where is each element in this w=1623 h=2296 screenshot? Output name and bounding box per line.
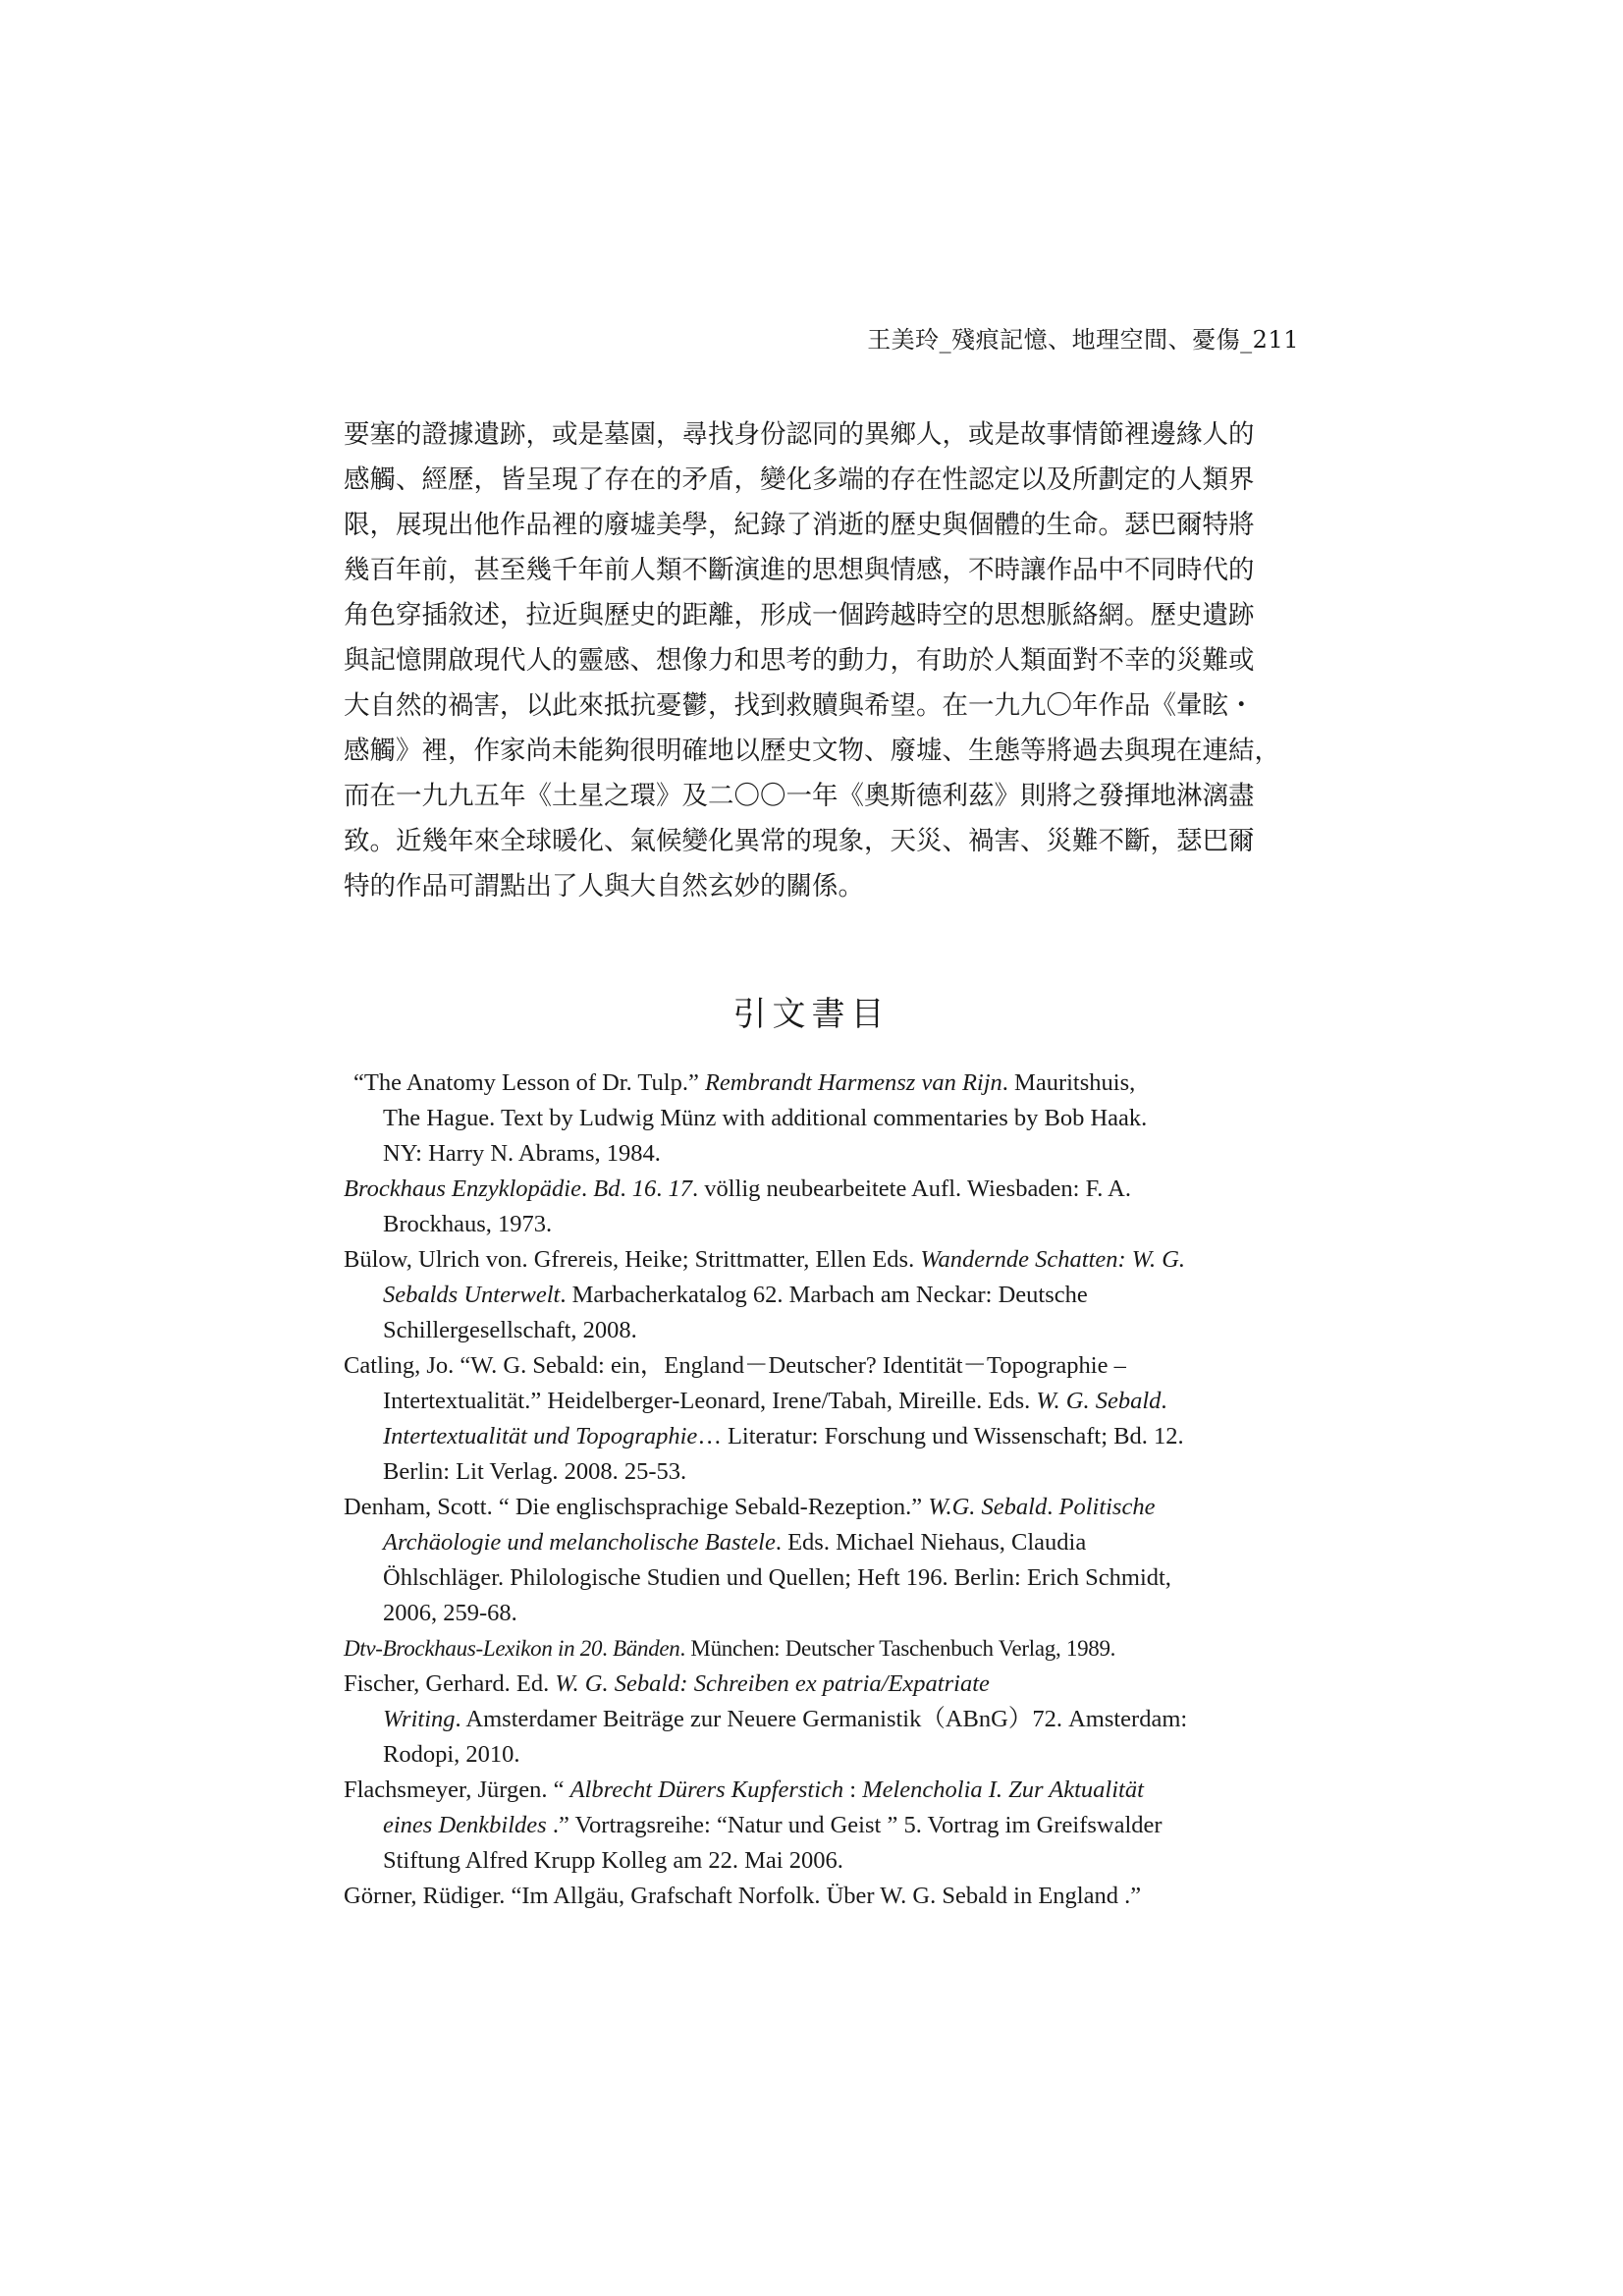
- reference-entry: [344, 1631, 1325, 1667]
- reference-line: The Hague. Text by Ludwig Münz with additional commentaries by Bob Haak.: [383, 1105, 1148, 1131]
- reference-line: eines Denkbildes .” Vortragsreihe: “Natur und Geist ” 5. Vortrag im Greifswalder: [383, 1812, 1163, 1838]
- reference-line: Fischer, Gerhard. Ed. W. G. Sebald: Schreiben ex patria/Expatriate: [344, 1670, 990, 1697]
- body-line: 感觸、經歷，皆呈現了存在的矛盾，變化多端的存在性認定以及所劃定的人類界: [344, 465, 1255, 495]
- body-line: 而在一九九五年《土星之環》及二〇〇一年《奧斯德利茲》則將之發揮地淋漓盡: [344, 781, 1255, 811]
- reference-line: Bülow, Ulrich von. Gfrereis, Heike; Strittmatter, Ellen Eds. Wandernde Schatten: W. G.: [344, 1246, 1186, 1273]
- body-line: 特的作品可謂點出了人與大自然玄妙的關係。: [344, 871, 864, 902]
- reference-line: Brockhaus Enzyklopädie. Bd. 16. 17. völlig neubearbeitete Aufl. Wiesbaden: F. A.: [344, 1175, 1131, 1202]
- reference-line: 2006, 259-68.: [383, 1600, 517, 1626]
- reference-entry: [344, 1172, 1325, 1242]
- reference-entry: [344, 1667, 1325, 1773]
- body-line: 感觸》裡，作家尚未能夠很明確地以歷史文物、廢墟、生態等將過去與現在連結，: [344, 736, 1280, 766]
- reference-line: Flachsmeyer, Jürgen. “ Albrecht Dürers Kupferstich : Melencholia I. Zur Aktualität: [344, 1777, 1144, 1803]
- reference-line: Schillergesellschaft, 2008.: [383, 1317, 637, 1343]
- reference-entry: [344, 1348, 1325, 1490]
- section-title: 引文書目: [732, 995, 891, 1034]
- reference-line: Archäologie und melancholische Bastele. Eds. Michael Niehaus, Claudia: [383, 1529, 1087, 1556]
- reference-entry: [344, 1066, 1325, 1172]
- reference-list: [344, 1066, 1325, 1914]
- reference-line: Catling, Jo. “W. G. Sebald: ein，England－Deutscher? Identität－Topographie –: [344, 1352, 1126, 1379]
- reference-entry: [344, 1242, 1325, 1348]
- reference-line: Rodopi, 2010.: [383, 1741, 520, 1768]
- body-line: 大自然的禍害，以此來抵抗憂鬱，找到救贖與希望。在一九九〇年作品《暈眩・: [344, 690, 1255, 721]
- reference-entry: [344, 1879, 1325, 1914]
- body-line: 限，展現出他作品裡的廢墟美學，紀錄了消逝的歷史與個體的生命。瑟巴爾特將: [344, 510, 1255, 540]
- body-line: 要塞的證據遺跡，或是墓園，尋找身份認同的異鄉人，或是故事情節裡邊緣人的: [344, 419, 1255, 450]
- body-line: 角色穿插敘述，拉近與歷史的距離，形成一個跨越時空的思想脈絡網。歷史遺跡: [344, 600, 1255, 630]
- reference-line: Intertextualität.” Heidelberger-Leonard, Irene/Tabah, Mireille. Eds. W. G. Sebald.: [383, 1388, 1167, 1414]
- body-line: 與記憶開啟現代人的靈感、想像力和思考的動力，有助於人類面對不幸的災難或: [344, 645, 1255, 676]
- reference-entry: [344, 1773, 1325, 1879]
- reference-line: Dtv-Brockhaus-Lexikon in 20. Bänden. München: Deutscher Taschenbuch Verlag, 1989.: [344, 1636, 1116, 1661]
- reference-line: Brockhaus, 1973.: [383, 1211, 553, 1237]
- body-line: 致。近幾年來全球暖化、氣候變化異常的現象，天災、禍害、災難不斷，瑟巴爾: [344, 826, 1255, 856]
- body-paragraph: [344, 412, 1286, 909]
- reference-line: Berlin: Lit Verlag. 2008. 25-53.: [383, 1458, 687, 1485]
- reference-line: Öhlschläger. Philologische Studien und Quellen; Heft 196. Berlin: Erich Schmidt,: [383, 1564, 1171, 1591]
- reference-line: Görner, Rüdiger. “Im Allgäu, Grafschaft Norfolk. Über W. G. Sebald in England .”: [344, 1883, 1142, 1909]
- running-header: 王美玲_殘痕記憶、地理空間、憂傷_211: [867, 326, 1299, 354]
- reference-entry: [344, 1490, 1325, 1631]
- reference-line: NY: Harry N. Abrams, 1984.: [383, 1140, 661, 1167]
- reference-line: Intertextualität und Topographie… Literatur: Forschung und Wissenschaft; Bd. 12.: [383, 1423, 1184, 1449]
- reference-line: “The Anatomy Lesson of Dr. Tulp.” Rembrandt Harmensz van Rijn. Mauritshuis,: [353, 1069, 1136, 1096]
- body-line: 幾百年前，甚至幾千年前人類不斷演進的思想與情感，不時讓作品中不同時代的: [344, 555, 1255, 585]
- reference-line: Denham, Scott. “ Die englischsprachige Sebald-Rezeption.” W.G. Sebald. Politische: [344, 1494, 1156, 1520]
- reference-line: Writing. Amsterdamer Beiträge zur Neuere Germanistik（ABnG）72. Amsterdam:: [383, 1706, 1188, 1732]
- reference-line: Stiftung Alfred Krupp Kolleg am 22. Mai 2006.: [383, 1847, 843, 1874]
- reference-line: Sebalds Unterwelt. Marbacherkatalog 62. Marbach am Neckar: Deutsche: [383, 1282, 1088, 1308]
